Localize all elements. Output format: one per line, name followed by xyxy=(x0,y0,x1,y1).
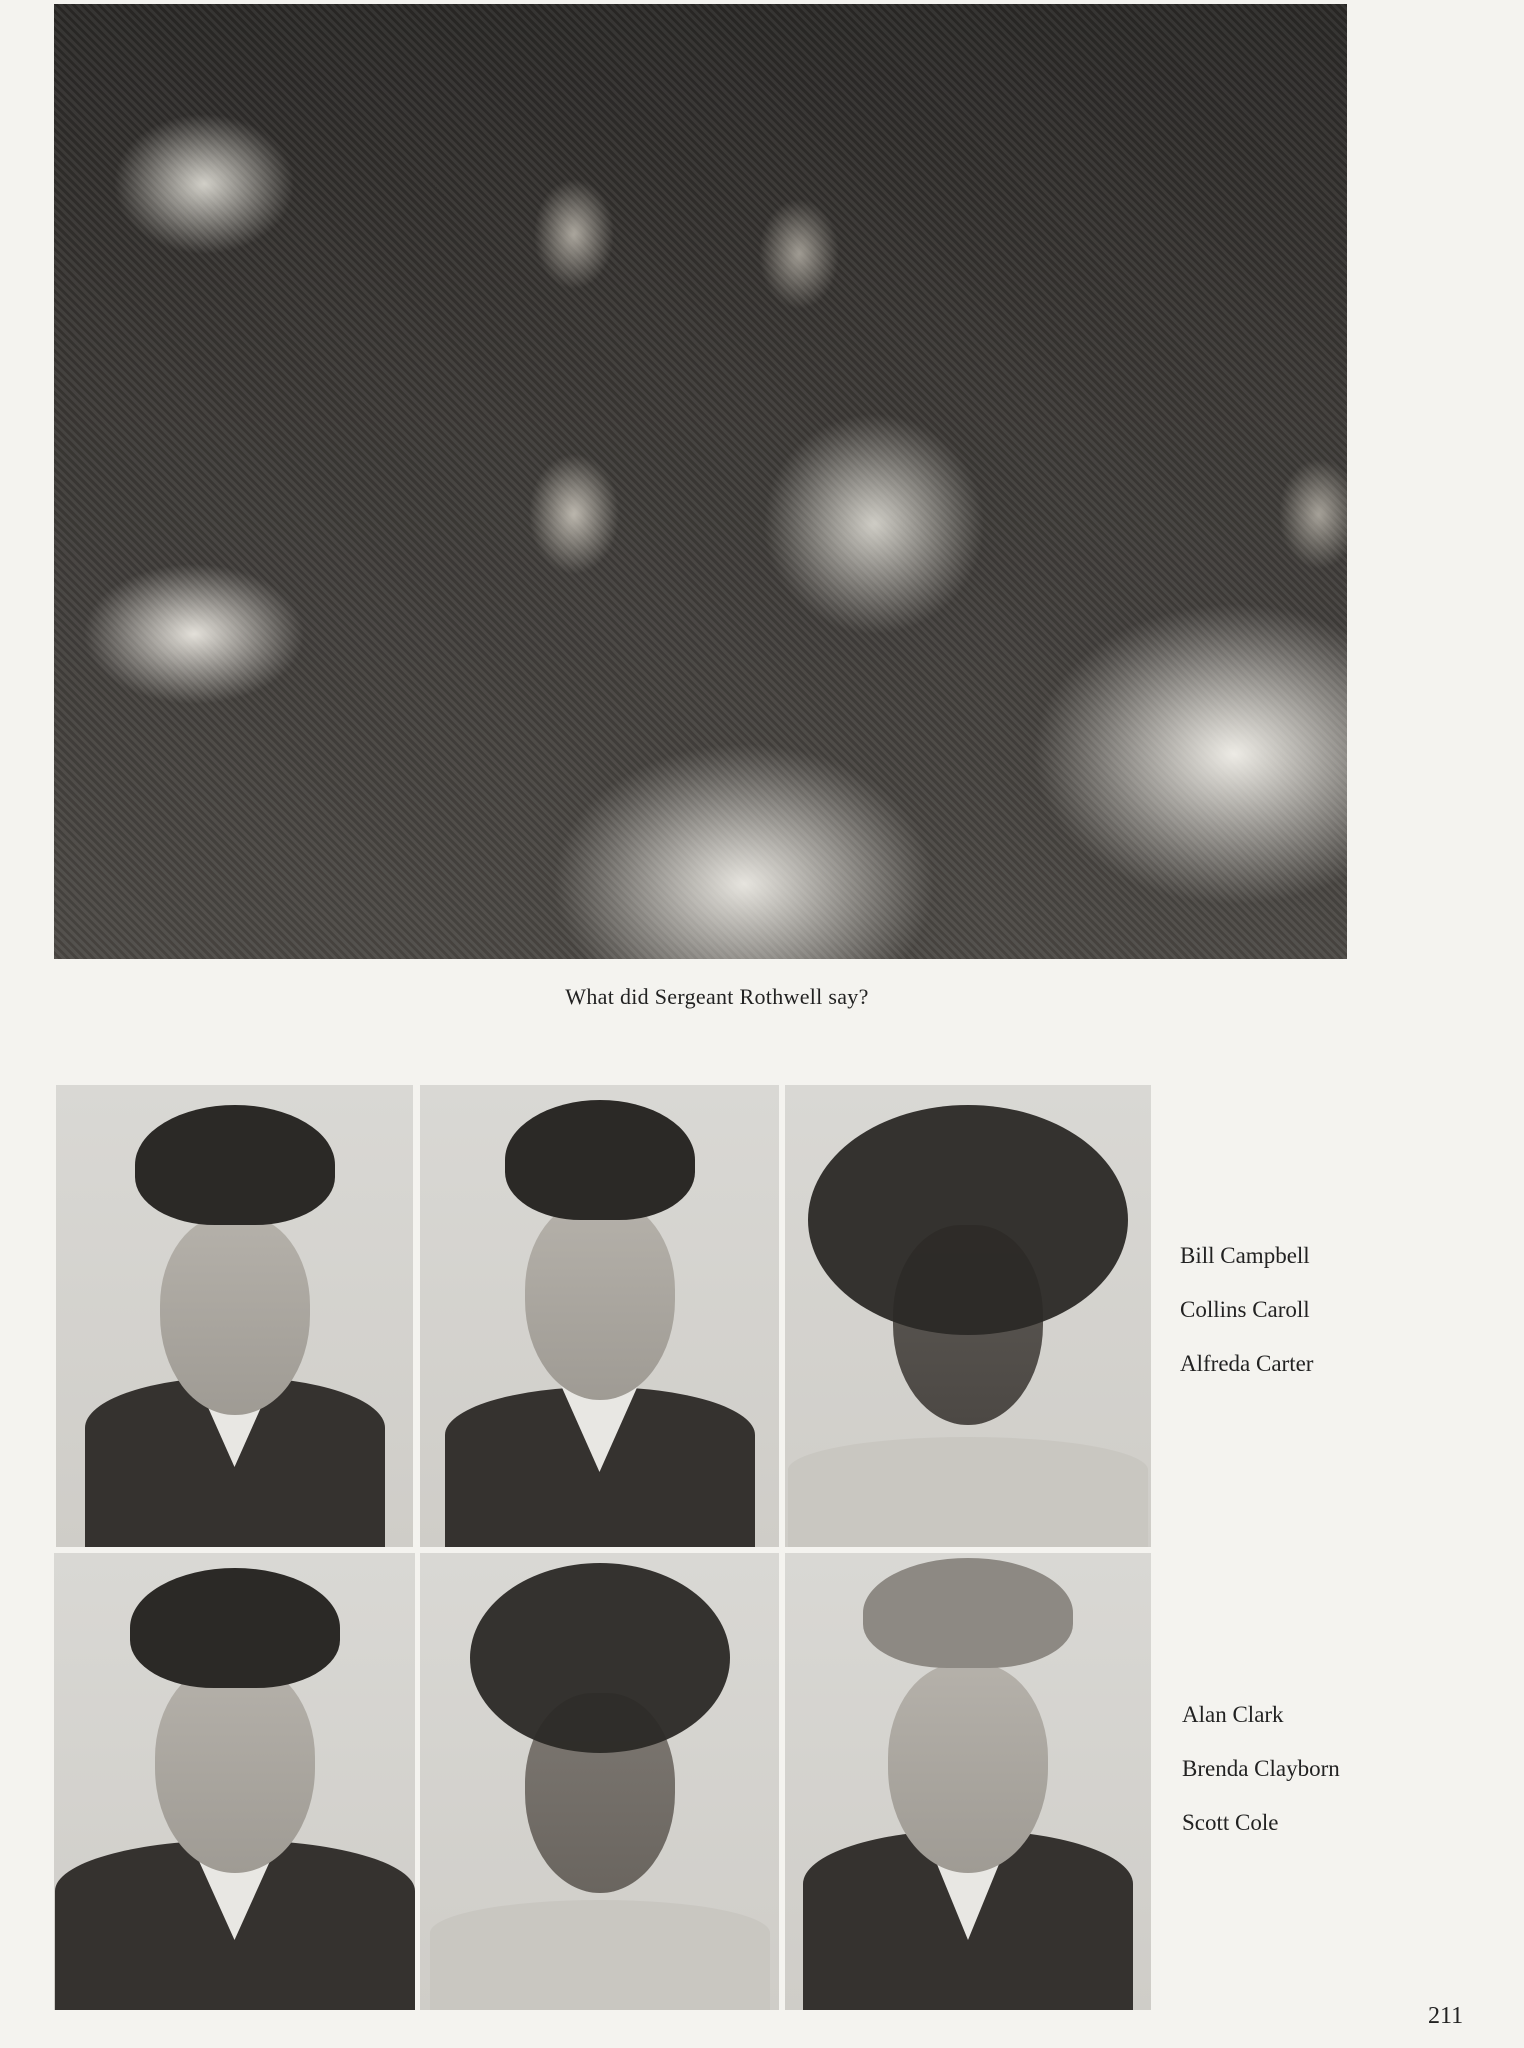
names-row-1 xyxy=(1180,1229,1313,1391)
names-row-2 xyxy=(1182,1688,1340,1850)
portrait-alfreda-carter xyxy=(785,1085,1151,1547)
name-brenda-clayborn: Brenda Clayborn xyxy=(1182,1756,1340,1781)
portrait-scott-cole xyxy=(785,1553,1151,2010)
portrait-alan-clark xyxy=(54,1553,415,2010)
portrait-collins-caroll xyxy=(420,1085,779,1547)
name-bill-campbell: Bill Campbell xyxy=(1180,1243,1310,1268)
name-alfreda-carter: Alfreda Carter xyxy=(1180,1351,1314,1376)
crowd-photo xyxy=(54,4,1347,959)
portrait-brenda-clayborn xyxy=(420,1553,779,2010)
name-scott-cole: Scott Cole xyxy=(1182,1810,1279,1835)
portrait-bill-campbell xyxy=(56,1085,413,1547)
name-collins-caroll: Collins Caroll xyxy=(1180,1297,1310,1322)
photo-caption: What did Sergeant Rothwell say? xyxy=(565,984,869,1009)
page-number: 211 xyxy=(1428,2003,1464,2029)
name-alan-clark: Alan Clark xyxy=(1182,1702,1284,1727)
